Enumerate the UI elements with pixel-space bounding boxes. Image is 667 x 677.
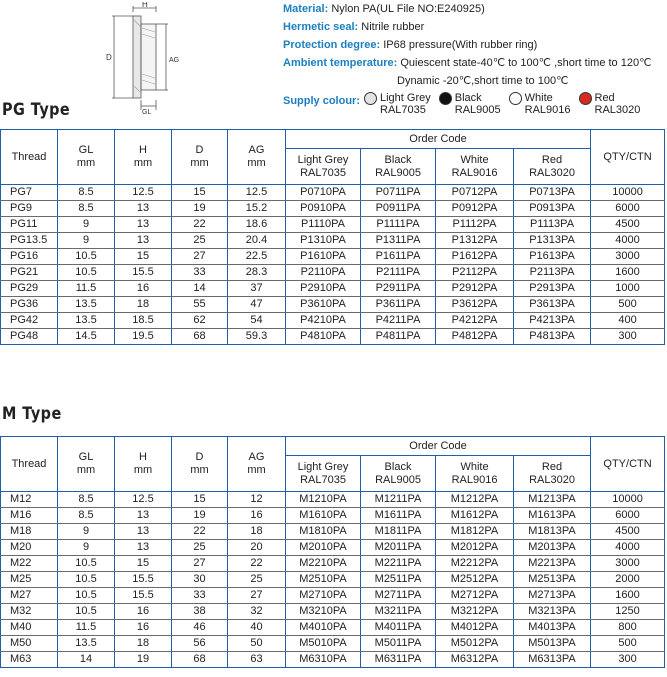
table-cell: 4000 (591, 233, 665, 249)
light-grey-code: RAL7035 (380, 104, 426, 116)
table-cell: 15 (115, 249, 172, 265)
table-cell: 3000 (591, 556, 665, 572)
table-cell: 68 (172, 329, 228, 345)
col-order-code: Order Code (286, 130, 591, 149)
table-cell: M22 (1, 556, 58, 572)
table-cell: M2711PA (361, 588, 436, 604)
table-row (1, 652, 665, 668)
table-cell: 20 (228, 540, 286, 556)
table-cell: M2212PA (436, 556, 514, 572)
col-qty: QTY/CTN (591, 437, 665, 492)
table-cell: 59.3 (228, 329, 286, 345)
table-cell: 27 (172, 556, 228, 572)
table-cell: 18.6 (228, 217, 286, 233)
table-cell: P2910PA (286, 281, 361, 297)
red-code: RAL3020 (594, 104, 641, 116)
table-cell: 22.5 (228, 249, 286, 265)
table-cell: P4812PA (436, 329, 514, 345)
table-cell: P2112PA (436, 265, 514, 281)
col-order-code: Order Code (286, 437, 591, 456)
table-cell: M2512PA (436, 572, 514, 588)
table-cell: PG21 (1, 265, 58, 281)
table-cell: 10000 (591, 492, 665, 508)
table-cell: P0711PA (361, 185, 436, 201)
dim-h-label: H (142, 2, 148, 9)
table-cell: 10.5 (58, 604, 115, 620)
table-cell: 1600 (591, 588, 665, 604)
table-cell: M1811PA (361, 524, 436, 540)
table-cell: P4813PA (514, 329, 591, 345)
table-cell: P0911PA (361, 201, 436, 217)
table-cell: 12.5 (115, 185, 172, 201)
table-cell: 54 (228, 313, 286, 329)
table-cell: P4212PA (436, 313, 514, 329)
table-cell: 6000 (591, 201, 665, 217)
col-d: D mm (172, 130, 228, 185)
table-cell: M1812PA (436, 524, 514, 540)
white-dot-icon (509, 92, 522, 105)
table-cell: P4811PA (361, 329, 436, 345)
table-cell: 18.5 (115, 313, 172, 329)
table-cell: P1110PA (286, 217, 361, 233)
table-cell: 19 (172, 201, 228, 217)
plug-drawing (100, 2, 200, 114)
table-cell: 2000 (591, 572, 665, 588)
table-cell: 8.5 (58, 185, 115, 201)
table-cell: PG11 (1, 217, 58, 233)
table-row (1, 329, 665, 345)
table-cell: 13 (115, 233, 172, 249)
table-cell: 6000 (591, 508, 665, 524)
table-cell: M6313PA (514, 652, 591, 668)
table-cell: 3000 (591, 249, 665, 265)
table-cell: 16 (115, 281, 172, 297)
table-cell: 63 (228, 652, 286, 668)
table-cell: 800 (591, 620, 665, 636)
ambient-row-2 (283, 72, 667, 90)
table-cell: M2511PA (361, 572, 436, 588)
table-cell: P4211PA (361, 313, 436, 329)
table-cell: M2011PA (361, 540, 436, 556)
m-table (0, 436, 665, 668)
black-name: Black (454, 92, 482, 104)
table-row (1, 636, 665, 652)
m-type-title: M Type (2, 404, 62, 424)
table-cell: P0712PA (436, 185, 514, 201)
light-grey-name: Light Grey (380, 92, 431, 104)
table-cell: 33 (172, 265, 228, 281)
ambient-value-1: Quiescent state-40℃ to 100℃ ,short time to 120℃ (400, 57, 652, 69)
col-black: Black RAL9005 (361, 456, 436, 492)
table-cell: 19.5 (115, 329, 172, 345)
table-cell: 15.5 (115, 588, 172, 604)
table-cell: 13 (115, 540, 172, 556)
table-cell: M3212PA (436, 604, 514, 620)
table-row (1, 185, 665, 201)
table-cell: P0913PA (514, 201, 591, 217)
table-cell: M2713PA (514, 588, 591, 604)
white-name: White (524, 92, 553, 104)
table-row (1, 281, 665, 297)
col-h: H mm (115, 437, 172, 492)
col-red: Red RAL3020 (514, 149, 591, 185)
table-cell: 13 (115, 524, 172, 540)
ambient-row (283, 54, 667, 72)
table-cell: 20.4 (228, 233, 286, 249)
table-cell: 37 (228, 281, 286, 297)
table-cell: 9 (58, 540, 115, 556)
table-cell: 1600 (591, 265, 665, 281)
table-row (1, 556, 665, 572)
table-cell: M5011PA (361, 636, 436, 652)
table-cell: M2710PA (286, 588, 361, 604)
ambient-value-2: Dynamic -20℃,short time to 100℃ (397, 75, 569, 87)
table-cell: 25 (172, 540, 228, 556)
material-value: Nylon PA(UL File NO:E240925) (331, 3, 485, 15)
table-cell: P4810PA (286, 329, 361, 345)
table-cell: M2712PA (436, 588, 514, 604)
table-cell: P3612PA (436, 297, 514, 313)
table-cell: M2210PA (286, 556, 361, 572)
black-code: RAL9005 (454, 104, 501, 116)
table-cell: M16 (1, 508, 58, 524)
table-cell: 13.5 (58, 313, 115, 329)
table-cell: 4500 (591, 217, 665, 233)
table-cell: 13 (115, 217, 172, 233)
table-cell: M1813PA (514, 524, 591, 540)
table-cell: P2911PA (361, 281, 436, 297)
table-cell: 500 (591, 297, 665, 313)
table-cell: 11.5 (58, 281, 115, 297)
swatch-red (579, 92, 641, 116)
table-cell: M5012PA (436, 636, 514, 652)
table-cell: PG16 (1, 249, 58, 265)
supply-label: Supply colour: (283, 95, 360, 107)
table-row (1, 604, 665, 620)
table-cell: 33 (172, 588, 228, 604)
table-cell: M2010PA (286, 540, 361, 556)
table-cell: 46 (172, 620, 228, 636)
table-cell: 15.5 (115, 265, 172, 281)
table-cell: 1000 (591, 281, 665, 297)
table-row (1, 201, 665, 217)
table-cell: 300 (591, 652, 665, 668)
table-cell: 4500 (591, 524, 665, 540)
table-cell: 47 (228, 297, 286, 313)
col-white: White RAL9016 (436, 149, 514, 185)
table-cell: 1250 (591, 604, 665, 620)
table-cell: M2012PA (436, 540, 514, 556)
material-row (283, 0, 667, 18)
table-row (1, 265, 665, 281)
table-cell: P1111PA (361, 217, 436, 233)
table-cell: 4000 (591, 540, 665, 556)
table-cell: 13 (115, 201, 172, 217)
table-cell: 12.5 (228, 185, 286, 201)
table-cell: 10.5 (58, 588, 115, 604)
table-cell: P3611PA (361, 297, 436, 313)
table-cell: M25 (1, 572, 58, 588)
table-cell: 32 (228, 604, 286, 620)
ambient-label: Ambient temperature: (283, 57, 398, 69)
table-cell: P1311PA (361, 233, 436, 249)
protection-row (283, 36, 667, 54)
table-cell: 300 (591, 329, 665, 345)
seal-row (283, 18, 667, 36)
table-cell: M32 (1, 604, 58, 620)
table-cell: M3211PA (361, 604, 436, 620)
table-cell: 15.5 (115, 572, 172, 588)
col-white: White RAL9016 (436, 456, 514, 492)
table-row (1, 313, 665, 329)
table-row (1, 620, 665, 636)
table-cell: 16 (228, 508, 286, 524)
col-gl: GL mm (58, 130, 115, 185)
col-qty: QTY/CTN (591, 130, 665, 185)
table-row (1, 524, 665, 540)
white-code: RAL9016 (524, 104, 571, 116)
table-cell: 27 (228, 588, 286, 604)
table-cell: 8.5 (58, 492, 115, 508)
swatch-black (439, 92, 501, 116)
table-cell: 13.5 (58, 297, 115, 313)
table-row (1, 297, 665, 313)
spec-block (283, 0, 667, 116)
table-cell: M1612PA (436, 508, 514, 524)
pg-type-title: PG Type (2, 100, 71, 120)
table-cell: M5010PA (286, 636, 361, 652)
table-cell: M4012PA (436, 620, 514, 636)
col-ag: AG mm (228, 130, 286, 185)
dim-ag-label: AG (169, 57, 180, 64)
red-name: Red (594, 92, 615, 104)
table-cell: 15 (172, 492, 228, 508)
table-cell: 15 (172, 185, 228, 201)
table-cell: 25 (228, 572, 286, 588)
supply-colour-row (283, 92, 667, 116)
table-cell: M63 (1, 652, 58, 668)
table-cell: M1212PA (436, 492, 514, 508)
table-cell: 50 (228, 636, 286, 652)
table-cell: P1310PA (286, 233, 361, 249)
table-cell: M1213PA (514, 492, 591, 508)
col-black: Black RAL9005 (361, 149, 436, 185)
table-cell: 16 (115, 620, 172, 636)
table-cell: 10.5 (58, 572, 115, 588)
table-cell: 9 (58, 217, 115, 233)
table-cell: PG13.5 (1, 233, 58, 249)
table-cell: 8.5 (58, 201, 115, 217)
table-cell: 18 (228, 524, 286, 540)
table-cell: 14 (58, 652, 115, 668)
protection-value: IP68 pressure(With rubber ring) (383, 39, 538, 51)
table-cell: M2211PA (361, 556, 436, 572)
table-cell: P1313PA (514, 233, 591, 249)
table-cell: 22 (228, 556, 286, 572)
table-cell: 12 (228, 492, 286, 508)
table-cell: M2013PA (514, 540, 591, 556)
col-light-grey: Light Grey RAL7035 (286, 456, 361, 492)
table-cell: M6310PA (286, 652, 361, 668)
table-cell: M20 (1, 540, 58, 556)
light-grey-dot-icon (364, 92, 377, 105)
table-cell: M3213PA (514, 604, 591, 620)
swatch-white (509, 92, 571, 116)
table-cell: P2113PA (514, 265, 591, 281)
table-cell: 12.5 (115, 492, 172, 508)
table-cell: 25 (172, 233, 228, 249)
table-cell: P2913PA (514, 281, 591, 297)
table-cell: 9 (58, 233, 115, 249)
table-cell: 15 (115, 556, 172, 572)
table-cell: 27 (172, 249, 228, 265)
table-cell: 500 (591, 636, 665, 652)
table-cell: 10.5 (58, 265, 115, 281)
table-cell: P3613PA (514, 297, 591, 313)
table-cell: 10000 (591, 185, 665, 201)
table-cell: P2912PA (436, 281, 514, 297)
table-cell: PG42 (1, 313, 58, 329)
material-label: Material: (283, 3, 329, 15)
col-thread: Thread (1, 130, 58, 185)
table-cell: 62 (172, 313, 228, 329)
table-cell: 14 (172, 281, 228, 297)
table-cell: P1312PA (436, 233, 514, 249)
table-cell: P1610PA (286, 249, 361, 265)
table-cell: P1112PA (436, 217, 514, 233)
col-gl: GL mm (58, 437, 115, 492)
table-row (1, 508, 665, 524)
table-row (1, 588, 665, 604)
table-cell: M3210PA (286, 604, 361, 620)
table-cell: M2510PA (286, 572, 361, 588)
table-cell: 10.5 (58, 249, 115, 265)
table-cell: M1611PA (361, 508, 436, 524)
table-cell: 11.5 (58, 620, 115, 636)
table-row (1, 540, 665, 556)
table-cell: PG7 (1, 185, 58, 201)
table-cell: 30 (172, 572, 228, 588)
seal-label: Hermetic seal: (283, 21, 359, 33)
table-cell: 56 (172, 636, 228, 652)
swatch-light-grey (364, 92, 431, 116)
table-cell: M6312PA (436, 652, 514, 668)
table-cell: M40 (1, 620, 58, 636)
seal-value: Nitrile rubber (361, 21, 425, 33)
table-cell: 28.3 (228, 265, 286, 281)
table-cell: P4213PA (514, 313, 591, 329)
table-cell: M1613PA (514, 508, 591, 524)
table-cell: M5013PA (514, 636, 591, 652)
table-cell: P4210PA (286, 313, 361, 329)
table-cell: PG29 (1, 281, 58, 297)
table-cell: PG36 (1, 297, 58, 313)
table-cell: 55 (172, 297, 228, 313)
table-cell: M4011PA (361, 620, 436, 636)
table-cell: 16 (115, 604, 172, 620)
table-cell: P1613PA (514, 249, 591, 265)
pg-table (0, 129, 665, 345)
col-h: H mm (115, 130, 172, 185)
table-cell: P2111PA (361, 265, 436, 281)
table-cell: M1211PA (361, 492, 436, 508)
table-cell: M18 (1, 524, 58, 540)
table-cell: PG9 (1, 201, 58, 217)
table-cell: 40 (228, 620, 286, 636)
table-cell: 19 (115, 652, 172, 668)
table-cell: 68 (172, 652, 228, 668)
table-cell: P0912PA (436, 201, 514, 217)
table-cell: 400 (591, 313, 665, 329)
table-cell: M1610PA (286, 508, 361, 524)
table-cell: 19 (172, 508, 228, 524)
table-cell: M2513PA (514, 572, 591, 588)
table-cell: 14.5 (58, 329, 115, 345)
table-cell: P0910PA (286, 201, 361, 217)
table-row (1, 492, 665, 508)
table-cell: M2213PA (514, 556, 591, 572)
table-cell: P1113PA (514, 217, 591, 233)
table-cell: M6311PA (361, 652, 436, 668)
table-cell: 22 (172, 217, 228, 233)
col-thread: Thread (1, 437, 58, 492)
col-d: D mm (172, 437, 228, 492)
table-row (1, 233, 665, 249)
table-cell: P0710PA (286, 185, 361, 201)
table-cell: 10.5 (58, 556, 115, 572)
table-row (1, 217, 665, 233)
table-cell: M1210PA (286, 492, 361, 508)
table-cell: 22 (172, 524, 228, 540)
table-cell: P1612PA (436, 249, 514, 265)
table-cell: M27 (1, 588, 58, 604)
protection-label: Protection degree: (283, 39, 381, 51)
table-cell: 9 (58, 524, 115, 540)
m-table-body (1, 492, 665, 668)
table-cell: P1611PA (361, 249, 436, 265)
table-cell: P3610PA (286, 297, 361, 313)
dim-gl-label: GL (142, 109, 152, 114)
col-light-grey: Light Grey RAL7035 (286, 149, 361, 185)
pg-table-body (1, 185, 665, 345)
table-cell: 18 (115, 297, 172, 313)
table-cell: P2110PA (286, 265, 361, 281)
table-cell: 15.2 (228, 201, 286, 217)
table-cell: M12 (1, 492, 58, 508)
red-dot-icon (579, 92, 592, 105)
table-cell: 13.5 (58, 636, 115, 652)
table-cell: 18 (115, 636, 172, 652)
table-cell: M4010PA (286, 620, 361, 636)
dim-d-label: D (106, 53, 112, 62)
table-cell: M50 (1, 636, 58, 652)
table-cell: M1810PA (286, 524, 361, 540)
col-red: Red RAL3020 (514, 456, 591, 492)
table-cell: M4013PA (514, 620, 591, 636)
table-cell: 38 (172, 604, 228, 620)
black-dot-icon (439, 92, 452, 105)
table-cell: 13 (115, 508, 172, 524)
table-row (1, 249, 665, 265)
table-cell: PG48 (1, 329, 58, 345)
table-cell: 8.5 (58, 508, 115, 524)
table-row (1, 572, 665, 588)
col-ag: AG mm (228, 437, 286, 492)
table-cell: P0713PA (514, 185, 591, 201)
